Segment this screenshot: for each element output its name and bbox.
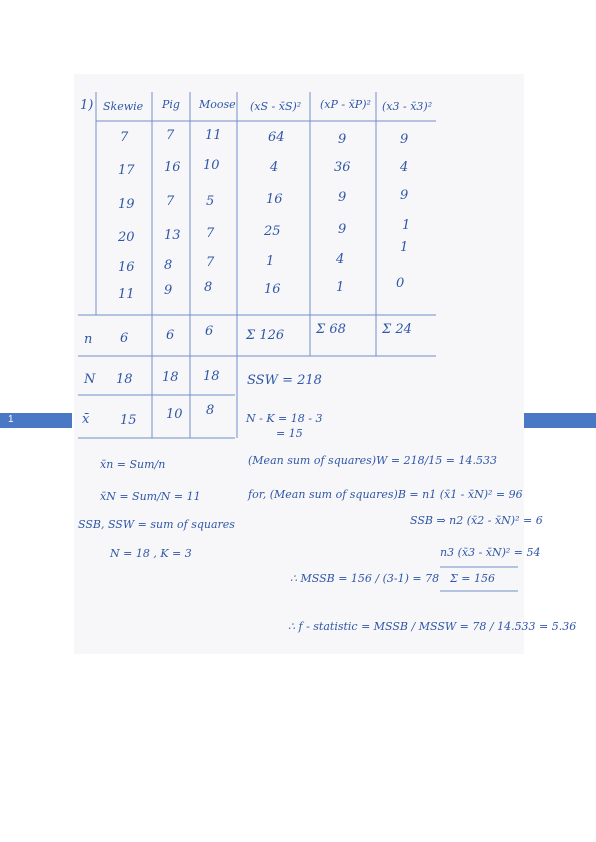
cell: 4 [336, 252, 345, 267]
cell: 11 [205, 128, 222, 143]
note-right-5: Σ = 156 [450, 572, 495, 585]
header-sq-p: (xP - x̄P)² [320, 98, 371, 111]
row-label-n: n [84, 332, 93, 347]
note-left-3: SSB, SSW = sum of squares [78, 518, 235, 531]
header-pig: Pig [162, 98, 180, 111]
sum-p: Σ 68 [316, 322, 346, 337]
problem-label: 1) [80, 98, 94, 113]
cell: 9 [400, 188, 409, 203]
cell: 0 [396, 276, 405, 291]
cell: 25 [264, 224, 281, 239]
note-right-2: for, (Mean sum of squares)B = n1 (x̄1 - x̄N)² = 96 [248, 488, 523, 501]
cell: 8 [206, 403, 215, 418]
note-right-4: n3 (x̄3 - x̄N)² = 54 [440, 546, 541, 559]
header-sq-s: (xS - x̄S)² [250, 100, 302, 113]
cell: 9 [338, 132, 347, 147]
note-left-1: x̄n = Sum/n [100, 458, 166, 471]
cell: 1 [266, 254, 275, 269]
cell: 1 [402, 218, 411, 233]
ssw-value: SSW = 218 [247, 373, 322, 388]
cell: 7 [166, 128, 175, 143]
cell: 6 [120, 331, 129, 346]
nk-line1: N - K = 18 - 3 [246, 412, 323, 425]
page-number: 1 [8, 414, 14, 425]
cell: 9 [338, 222, 347, 237]
note-right-6: ∴ MSSB = 156 / (3-1) = 78 [290, 572, 440, 585]
cell: 5 [206, 194, 215, 209]
cell: 7 [166, 194, 175, 209]
note-left-2: x̄N = Sum/N = 11 [100, 490, 201, 503]
note-right-7: ∴ f - statistic = MSSB / MSSW = 78 / 14.533 = 5.36 [288, 620, 577, 633]
cell: 16 [118, 260, 135, 275]
sum-3: Σ 24 [382, 322, 412, 337]
cell: 11 [118, 287, 135, 302]
cell: 13 [164, 228, 181, 243]
row-label-xbar: x̄ [82, 412, 90, 427]
note-left-4: N = 18 , K = 3 [110, 547, 192, 560]
cell: 20 [118, 230, 135, 245]
note-right-3: SSB ⇒ n2 (x̄2 - x̄N)² = 6 [410, 514, 543, 527]
header-sq-3: (x3 - x̄3)² [382, 100, 433, 113]
cell: 18 [116, 372, 133, 387]
cell: 18 [162, 370, 179, 385]
cell: 4 [270, 160, 279, 175]
cell: 15 [120, 413, 137, 428]
nk-line2: = 15 [276, 427, 303, 440]
cell: 6 [166, 328, 175, 343]
cell: 9 [164, 283, 173, 298]
cell: 16 [264, 282, 281, 297]
note-right-1: (Mean sum of squares)W = 218/15 = 14.533 [248, 454, 497, 467]
cell: 19 [118, 197, 135, 212]
cell: 16 [164, 160, 181, 175]
cell: 9 [338, 190, 347, 205]
cell: 1 [336, 280, 345, 295]
cell: 8 [164, 258, 173, 273]
row-label-N: N [84, 372, 96, 387]
cell: 8 [204, 280, 213, 295]
cell: 4 [400, 160, 409, 175]
header-skewie: Skewie [103, 100, 144, 113]
cell: 64 [268, 130, 285, 145]
cell: 36 [334, 160, 351, 175]
cell: 7 [120, 130, 129, 145]
cell: 17 [118, 163, 135, 178]
cell: 7 [206, 226, 215, 241]
cell: 1 [400, 240, 409, 255]
header-moose: Moose [199, 98, 236, 111]
cell: 10 [166, 407, 183, 422]
sum-s: Σ 126 [246, 328, 285, 343]
cell: 10 [203, 158, 220, 173]
cell: 16 [266, 192, 283, 207]
cell: 9 [400, 132, 409, 147]
cell: 6 [205, 324, 214, 339]
cell: 7 [206, 255, 215, 270]
cell: 18 [203, 369, 220, 384]
